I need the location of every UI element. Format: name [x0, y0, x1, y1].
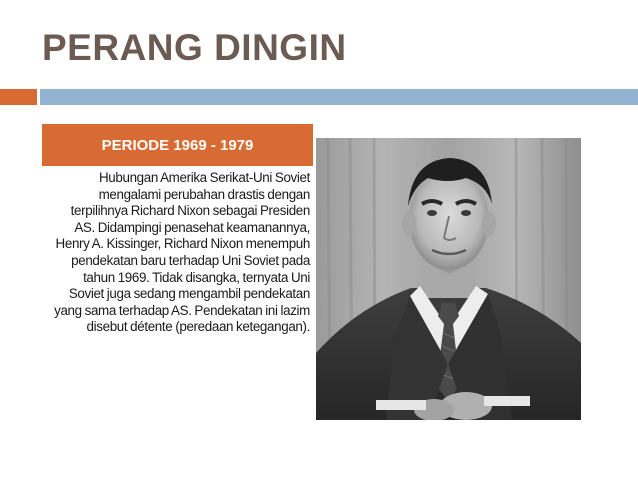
portrait-photo: [316, 138, 581, 420]
body-text: Hubungan Amerika Serikat-Uni Soviet mengalami perubahan drastis dengan terpilihnya Richard Nixon sebagai Presiden AS. Didampingi penasehat keamanannya, Henry A. Kissinger, Richard Nixon menempuh pendekatan baru terhadap Uni Soviet pada tahun 1969. Tidak disangka, ternyata Uni Soviet juga sedang mengambil pendekatan yang sama terhadap AS. Pendekatan ini lazim disebut détente (peredaan ketegangan).: [54, 170, 310, 335]
period-label: PERIODE 1969 - 1979: [42, 124, 313, 166]
accent-bar-blue: [40, 89, 638, 105]
slide-title: PERANG DINGIN: [42, 27, 347, 68]
portrait-photo-illustration: [316, 138, 581, 420]
accent-bar-orange: [0, 89, 37, 105]
